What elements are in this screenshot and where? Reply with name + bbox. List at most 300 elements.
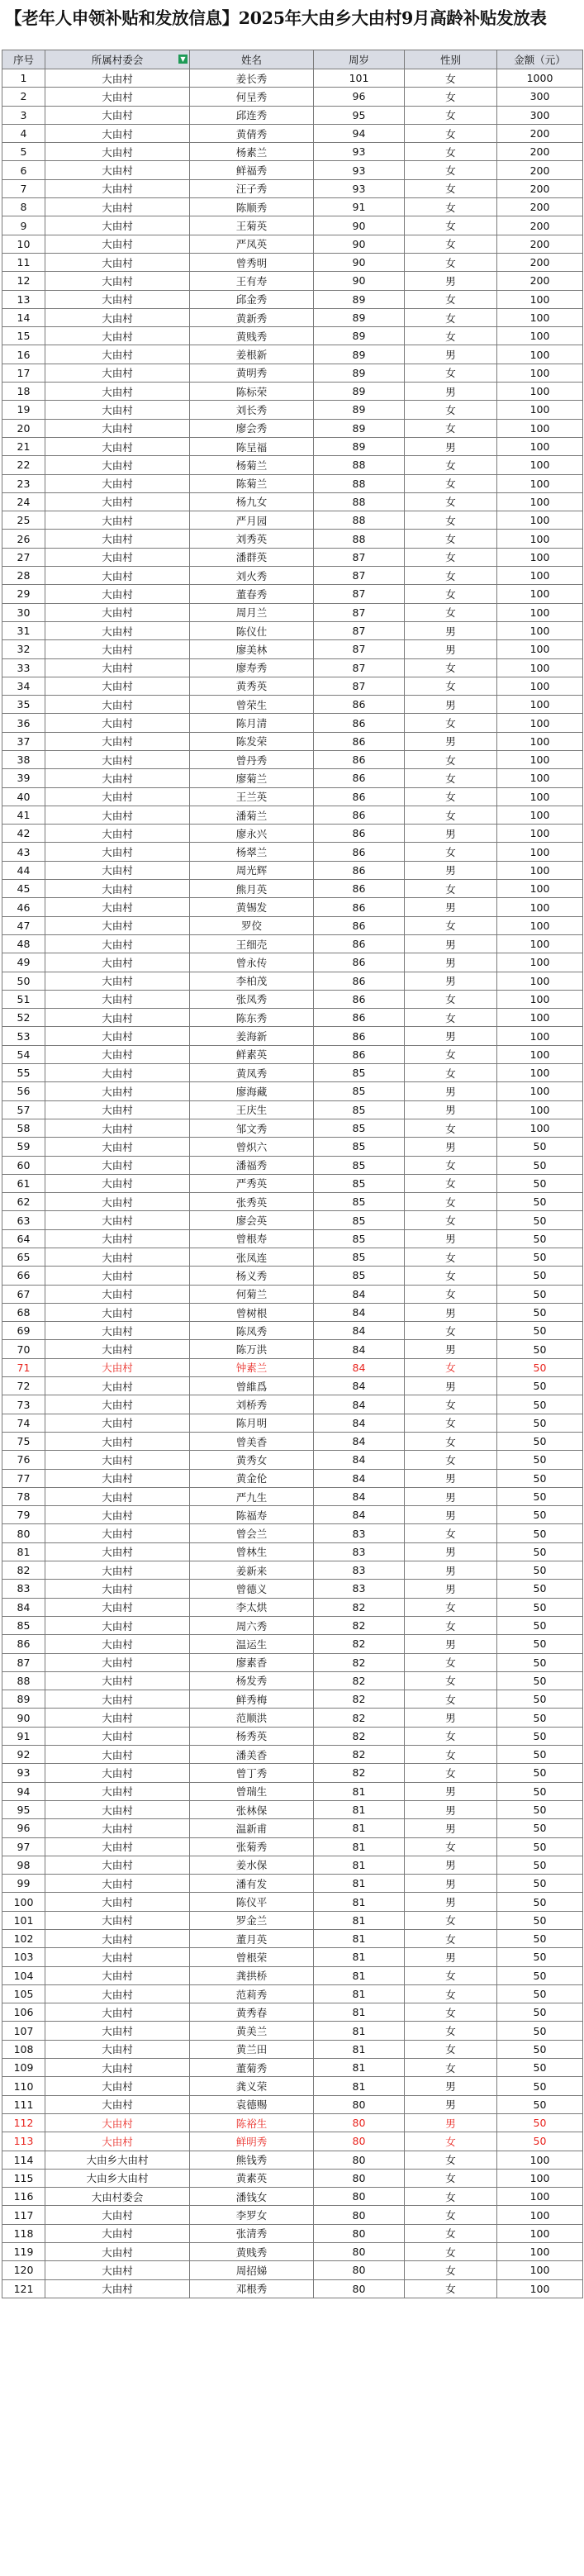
cell-village[interactable]: 大由村 xyxy=(45,216,190,235)
cell-name[interactable]: 曾根荣 xyxy=(190,1948,314,1966)
cell-name[interactable]: 黄明秀 xyxy=(190,364,314,382)
cell-serial[interactable]: 102 xyxy=(2,1929,45,1947)
cell-name[interactable]: 陈标荣 xyxy=(190,383,314,401)
cell-age[interactable]: 86 xyxy=(314,934,405,953)
cell-amount[interactable]: 50 xyxy=(497,2113,583,2132)
cell-age[interactable]: 80 xyxy=(314,2279,405,2298)
cell-age[interactable]: 80 xyxy=(314,2261,405,2279)
col-header-name[interactable] xyxy=(190,50,314,69)
cell-name[interactable]: 刘桥秀 xyxy=(190,1395,314,1414)
cell-age[interactable]: 93 xyxy=(314,143,405,161)
cell-village[interactable]: 大由村 xyxy=(45,2279,190,2298)
cell-village[interactable]: 大由村 xyxy=(45,1746,190,1764)
cell-name[interactable]: 张菊秀 xyxy=(190,1837,314,1856)
cell-age[interactable]: 85 xyxy=(314,1100,405,1119)
cell-village[interactable]: 大由村 xyxy=(45,1856,190,1874)
cell-amount[interactable]: 100 xyxy=(497,530,583,548)
cell-serial[interactable]: 52 xyxy=(2,1009,45,1027)
cell-amount[interactable]: 50 xyxy=(497,1358,583,1376)
cell-amount[interactable]: 100 xyxy=(497,2243,583,2261)
cell-serial[interactable]: 46 xyxy=(2,898,45,916)
cell-name[interactable]: 邱金秀 xyxy=(190,290,314,308)
cell-age[interactable]: 85 xyxy=(314,1082,405,1100)
cell-serial[interactable]: 23 xyxy=(2,474,45,492)
cell-village[interactable]: 大由村 xyxy=(45,2059,190,2077)
cell-amount[interactable]: 50 xyxy=(497,1746,583,1764)
cell-age[interactable]: 82 xyxy=(314,1690,405,1709)
cell-name[interactable]: 姜海新 xyxy=(190,1027,314,1045)
cell-amount[interactable]: 100 xyxy=(497,2261,583,2279)
table-row[interactable] xyxy=(2,1561,583,1580)
cell-age[interactable]: 82 xyxy=(314,1746,405,1764)
cell-sex[interactable]: 女 xyxy=(405,474,497,492)
cell-sex[interactable]: 女 xyxy=(405,1616,497,1634)
cell-name[interactable]: 罗金兰 xyxy=(190,1911,314,1929)
cell-serial[interactable]: 99 xyxy=(2,1875,45,1893)
cell-serial[interactable]: 119 xyxy=(2,2243,45,2261)
cell-village[interactable]: 大由村 xyxy=(45,1690,190,1709)
cell-sex[interactable]: 女 xyxy=(405,1451,497,1469)
cell-village[interactable]: 大由村 xyxy=(45,161,190,179)
table-row[interactable] xyxy=(2,1800,583,1818)
cell-age[interactable]: 82 xyxy=(314,1671,405,1690)
cell-sex[interactable]: 女 xyxy=(405,1193,497,1211)
cell-name[interactable]: 龚义荣 xyxy=(190,2077,314,2095)
cell-amount[interactable]: 50 xyxy=(497,1267,583,1285)
cell-village[interactable]: 大由村 xyxy=(45,1948,190,1966)
cell-serial[interactable]: 91 xyxy=(2,1727,45,1745)
cell-name[interactable]: 何菊兰 xyxy=(190,1285,314,1303)
cell-age[interactable]: 81 xyxy=(314,1966,405,1984)
cell-amount[interactable]: 100 xyxy=(497,401,583,419)
cell-village[interactable]: 大由村 xyxy=(45,1929,190,1947)
cell-age[interactable]: 86 xyxy=(314,750,405,768)
table-row[interactable] xyxy=(2,1414,583,1432)
table-row[interactable] xyxy=(2,1322,583,1340)
table-row[interactable] xyxy=(2,69,583,88)
cell-sex[interactable]: 男 xyxy=(405,1229,497,1248)
cell-village[interactable]: 大由村 xyxy=(45,677,190,695)
cell-serial[interactable]: 22 xyxy=(2,456,45,474)
cell-sex[interactable]: 男 xyxy=(405,1782,497,1800)
cell-village[interactable]: 大由村 xyxy=(45,990,190,1008)
cell-amount[interactable]: 100 xyxy=(497,456,583,474)
cell-name[interactable]: 黄倩秀 xyxy=(190,124,314,142)
cell-sex[interactable]: 女 xyxy=(405,806,497,824)
cell-amount[interactable]: 50 xyxy=(497,1506,583,1524)
cell-name[interactable]: 曾秀明 xyxy=(190,253,314,271)
cell-amount[interactable]: 50 xyxy=(497,1764,583,1782)
cell-village[interactable]: 大由村 xyxy=(45,1027,190,1045)
cell-amount[interactable]: 100 xyxy=(497,769,583,787)
cell-village[interactable]: 大由村 xyxy=(45,143,190,161)
cell-name[interactable]: 黄锡发 xyxy=(190,898,314,916)
table-row[interactable] xyxy=(2,1709,583,1727)
cell-name[interactable]: 陈东秀 xyxy=(190,1009,314,1027)
cell-age[interactable]: 83 xyxy=(314,1542,405,1561)
table-row[interactable] xyxy=(2,916,583,934)
cell-village[interactable]: 大由村 xyxy=(45,1064,190,1082)
cell-name[interactable]: 张林保 xyxy=(190,1800,314,1818)
cell-sex[interactable]: 男 xyxy=(405,861,497,879)
table-row[interactable] xyxy=(2,934,583,953)
cell-sex[interactable]: 男 xyxy=(405,898,497,916)
table-row[interactable] xyxy=(2,843,583,861)
cell-amount[interactable]: 50 xyxy=(497,1451,583,1469)
cell-name[interactable]: 廖会英 xyxy=(190,1211,314,1229)
cell-sex[interactable]: 女 xyxy=(405,2151,497,2169)
cell-village[interactable]: 大由村 xyxy=(45,1598,190,1616)
cell-name[interactable]: 董菊秀 xyxy=(190,2059,314,2077)
cell-amount[interactable]: 200 xyxy=(497,124,583,142)
cell-sex[interactable]: 女 xyxy=(405,1598,497,1616)
cell-serial[interactable]: 72 xyxy=(2,1377,45,1395)
cell-amount[interactable]: 100 xyxy=(497,916,583,934)
table-row[interactable] xyxy=(2,88,583,106)
cell-amount[interactable]: 50 xyxy=(497,2095,583,2113)
cell-sex[interactable]: 男 xyxy=(405,1856,497,1874)
cell-name[interactable]: 周光辉 xyxy=(190,861,314,879)
cell-amount[interactable]: 100 xyxy=(497,419,583,437)
cell-age[interactable]: 81 xyxy=(314,1875,405,1893)
cell-serial[interactable]: 111 xyxy=(2,2095,45,2113)
cell-name[interactable]: 杨菊兰 xyxy=(190,456,314,474)
cell-name[interactable]: 曾会兰 xyxy=(190,1524,314,1542)
cell-age[interactable]: 82 xyxy=(314,1653,405,1671)
cell-amount[interactable]: 1000 xyxy=(497,69,583,88)
cell-amount[interactable]: 100 xyxy=(497,2169,583,2187)
cell-sex[interactable]: 女 xyxy=(405,2243,497,2261)
cell-amount[interactable]: 100 xyxy=(497,1064,583,1082)
table-row[interactable] xyxy=(2,290,583,308)
cell-age[interactable]: 81 xyxy=(314,1856,405,1874)
cell-serial[interactable]: 63 xyxy=(2,1211,45,1229)
cell-serial[interactable]: 76 xyxy=(2,1451,45,1469)
cell-village[interactable]: 大由村 xyxy=(45,1469,190,1487)
table-row[interactable] xyxy=(2,364,583,382)
table-row[interactable] xyxy=(2,2003,583,2022)
table-row[interactable] xyxy=(2,1690,583,1709)
cell-serial[interactable]: 36 xyxy=(2,714,45,732)
cell-sex[interactable]: 男 xyxy=(405,1082,497,1100)
cell-sex[interactable]: 女 xyxy=(405,1671,497,1690)
cell-serial[interactable]: 60 xyxy=(2,1156,45,1174)
cell-sex[interactable]: 女 xyxy=(405,143,497,161)
cell-age[interactable]: 90 xyxy=(314,253,405,271)
cell-serial[interactable]: 40 xyxy=(2,787,45,806)
cell-age[interactable]: 81 xyxy=(314,1911,405,1929)
table-row[interactable] xyxy=(2,456,583,474)
cell-amount[interactable]: 100 xyxy=(497,548,583,566)
cell-amount[interactable]: 100 xyxy=(497,880,583,898)
cell-serial[interactable]: 19 xyxy=(2,401,45,419)
cell-serial[interactable]: 17 xyxy=(2,364,45,382)
table-row[interactable] xyxy=(2,1156,583,1174)
cell-name[interactable]: 曾維爲 xyxy=(190,1377,314,1395)
cell-village[interactable]: 大由村 xyxy=(45,419,190,437)
cell-name[interactable]: 潘钱女 xyxy=(190,2188,314,2206)
cell-sex[interactable]: 男 xyxy=(405,696,497,714)
cell-village[interactable]: 大由村 xyxy=(45,364,190,382)
cell-name[interactable]: 温运生 xyxy=(190,1635,314,1653)
cell-name[interactable]: 鲜素英 xyxy=(190,1045,314,1063)
cell-sex[interactable]: 女 xyxy=(405,327,497,345)
cell-amount[interactable]: 100 xyxy=(497,585,583,603)
table-row[interactable] xyxy=(2,235,583,253)
cell-serial[interactable]: 21 xyxy=(2,437,45,455)
cell-serial[interactable]: 29 xyxy=(2,585,45,603)
table-row[interactable] xyxy=(2,437,583,455)
cell-sex[interactable]: 女 xyxy=(405,769,497,787)
cell-age[interactable]: 81 xyxy=(314,2059,405,2077)
table-row[interactable] xyxy=(2,383,583,401)
cell-serial[interactable]: 113 xyxy=(2,2132,45,2151)
cell-sex[interactable]: 女 xyxy=(405,216,497,235)
cell-sex[interactable]: 女 xyxy=(405,253,497,271)
cell-name[interactable]: 王庆生 xyxy=(190,1100,314,1119)
cell-amount[interactable]: 100 xyxy=(497,364,583,382)
cell-serial[interactable]: 86 xyxy=(2,1635,45,1653)
cell-name[interactable]: 曾根寿 xyxy=(190,1229,314,1248)
cell-amount[interactable]: 50 xyxy=(497,2132,583,2151)
cell-amount[interactable]: 50 xyxy=(497,2003,583,2022)
cell-serial[interactable]: 26 xyxy=(2,530,45,548)
cell-serial[interactable]: 35 xyxy=(2,696,45,714)
cell-age[interactable]: 84 xyxy=(314,1285,405,1303)
table-row[interactable] xyxy=(2,492,583,511)
cell-serial[interactable]: 117 xyxy=(2,2206,45,2224)
cell-age[interactable]: 84 xyxy=(314,1377,405,1395)
cell-village[interactable]: 大由村 xyxy=(45,2261,190,2279)
cell-amount[interactable]: 100 xyxy=(497,492,583,511)
table-row[interactable] xyxy=(2,861,583,879)
cell-serial[interactable]: 69 xyxy=(2,1322,45,1340)
table-row[interactable] xyxy=(2,2261,583,2279)
cell-serial[interactable]: 49 xyxy=(2,953,45,972)
cell-name[interactable]: 黄美兰 xyxy=(190,2022,314,2040)
cell-amount[interactable]: 50 xyxy=(497,1635,583,1653)
cell-village[interactable]: 大由村 xyxy=(45,1267,190,1285)
cell-sex[interactable]: 女 xyxy=(405,1395,497,1414)
cell-amount[interactable]: 50 xyxy=(497,2040,583,2058)
cell-serial[interactable]: 28 xyxy=(2,567,45,585)
table-row[interactable] xyxy=(2,327,583,345)
cell-age[interactable]: 94 xyxy=(314,124,405,142)
table-row[interactable] xyxy=(2,1984,583,2003)
cell-name[interactable]: 陈仪仕 xyxy=(190,621,314,639)
cell-name[interactable]: 廖海藏 xyxy=(190,1082,314,1100)
cell-amount[interactable]: 50 xyxy=(497,1229,583,1248)
table-row[interactable] xyxy=(2,2151,583,2169)
cell-amount[interactable]: 100 xyxy=(497,2279,583,2298)
table-row[interactable] xyxy=(2,1193,583,1211)
cell-sex[interactable]: 男 xyxy=(405,1800,497,1818)
cell-sex[interactable]: 女 xyxy=(405,880,497,898)
cell-amount[interactable]: 200 xyxy=(497,198,583,216)
cell-amount[interactable]: 200 xyxy=(497,179,583,197)
table-row[interactable] xyxy=(2,474,583,492)
cell-serial[interactable]: 6 xyxy=(2,161,45,179)
table-row[interactable] xyxy=(2,2206,583,2224)
cell-name[interactable]: 张凤连 xyxy=(190,1248,314,1267)
cell-age[interactable]: 87 xyxy=(314,621,405,639)
table-row[interactable] xyxy=(2,253,583,271)
table-row[interactable] xyxy=(2,2095,583,2113)
cell-age[interactable]: 91 xyxy=(314,198,405,216)
cell-age[interactable]: 85 xyxy=(314,1211,405,1229)
cell-village[interactable]: 大由村 xyxy=(45,1875,190,1893)
cell-serial[interactable]: 79 xyxy=(2,1506,45,1524)
cell-age[interactable]: 84 xyxy=(314,1303,405,1321)
table-row[interactable] xyxy=(2,216,583,235)
cell-serial[interactable]: 58 xyxy=(2,1119,45,1137)
cell-sex[interactable]: 女 xyxy=(405,106,497,124)
cell-age[interactable]: 86 xyxy=(314,843,405,861)
cell-serial[interactable]: 106 xyxy=(2,2003,45,2022)
cell-serial[interactable]: 82 xyxy=(2,1561,45,1580)
cell-age[interactable]: 85 xyxy=(314,1138,405,1156)
cell-serial[interactable]: 75 xyxy=(2,1432,45,1450)
cell-age[interactable]: 88 xyxy=(314,492,405,511)
cell-amount[interactable]: 100 xyxy=(497,1027,583,1045)
cell-village[interactable]: 大由乡大由村 xyxy=(45,2151,190,2169)
cell-age[interactable]: 88 xyxy=(314,456,405,474)
cell-name[interactable]: 黄金伦 xyxy=(190,1469,314,1487)
cell-age[interactable]: 90 xyxy=(314,216,405,235)
cell-serial[interactable]: 50 xyxy=(2,972,45,990)
cell-sex[interactable]: 女 xyxy=(405,511,497,530)
cell-age[interactable]: 85 xyxy=(314,1119,405,1137)
cell-serial[interactable]: 15 xyxy=(2,327,45,345)
table-row[interactable] xyxy=(2,198,583,216)
cell-serial[interactable]: 88 xyxy=(2,1671,45,1690)
cell-village[interactable]: 大由村 xyxy=(45,1837,190,1856)
cell-name[interactable]: 陈顺秀 xyxy=(190,198,314,216)
cell-sex[interactable]: 女 xyxy=(405,1248,497,1267)
cell-amount[interactable]: 50 xyxy=(497,2077,583,2095)
cell-amount[interactable]: 50 xyxy=(497,1174,583,1192)
cell-age[interactable]: 86 xyxy=(314,861,405,879)
cell-amount[interactable]: 100 xyxy=(497,806,583,824)
table-row[interactable] xyxy=(2,1469,583,1487)
table-row[interactable] xyxy=(2,1045,583,1063)
cell-age[interactable]: 89 xyxy=(314,308,405,326)
cell-village[interactable]: 大由村 xyxy=(45,2003,190,2022)
cell-village[interactable]: 大由村 xyxy=(45,640,190,658)
cell-name[interactable]: 陈月明 xyxy=(190,1414,314,1432)
cell-sex[interactable]: 女 xyxy=(405,1414,497,1432)
cell-age[interactable]: 80 xyxy=(314,2188,405,2206)
cell-name[interactable]: 张秀英 xyxy=(190,1193,314,1211)
table-row[interactable] xyxy=(2,1229,583,1248)
cell-sex[interactable]: 女 xyxy=(405,2022,497,2040)
cell-age[interactable]: 86 xyxy=(314,825,405,843)
cell-name[interactable]: 潘福秀 xyxy=(190,1156,314,1174)
cell-sex[interactable]: 女 xyxy=(405,364,497,382)
cell-sex[interactable]: 男 xyxy=(405,1709,497,1727)
cell-name[interactable]: 严凤英 xyxy=(190,235,314,253)
cell-age[interactable]: 89 xyxy=(314,345,405,364)
cell-age[interactable]: 84 xyxy=(314,1395,405,1414)
cell-age[interactable]: 96 xyxy=(314,88,405,106)
cell-village[interactable]: 大由村 xyxy=(45,953,190,972)
cell-serial[interactable]: 83 xyxy=(2,1580,45,1598)
cell-name[interactable]: 杨发秀 xyxy=(190,1671,314,1690)
cell-name[interactable]: 杨义秀 xyxy=(190,1267,314,1285)
cell-age[interactable]: 89 xyxy=(314,290,405,308)
cell-serial[interactable]: 108 xyxy=(2,2040,45,2058)
cell-age[interactable]: 87 xyxy=(314,585,405,603)
cell-name[interactable]: 潘有发 xyxy=(190,1875,314,1893)
cell-age[interactable]: 81 xyxy=(314,1837,405,1856)
cell-serial[interactable]: 43 xyxy=(2,843,45,861)
cell-village[interactable]: 大由村 xyxy=(45,1340,190,1358)
cell-age[interactable]: 85 xyxy=(314,1267,405,1285)
cell-age[interactable]: 93 xyxy=(314,161,405,179)
cell-name[interactable]: 董春秀 xyxy=(190,585,314,603)
cell-sex[interactable]: 女 xyxy=(405,69,497,88)
cell-sex[interactable]: 男 xyxy=(405,1138,497,1156)
cell-village[interactable]: 大由村 xyxy=(45,2243,190,2261)
cell-age[interactable]: 93 xyxy=(314,179,405,197)
cell-name[interactable]: 周六秀 xyxy=(190,1616,314,1634)
cell-serial[interactable]: 101 xyxy=(2,1911,45,1929)
table-row[interactable] xyxy=(2,769,583,787)
table-row[interactable] xyxy=(2,1966,583,1984)
cell-serial[interactable]: 85 xyxy=(2,1616,45,1634)
cell-serial[interactable]: 39 xyxy=(2,769,45,787)
cell-name[interactable]: 鲜秀梅 xyxy=(190,1690,314,1709)
cell-village[interactable]: 大由村 xyxy=(45,308,190,326)
cell-amount[interactable]: 50 xyxy=(497,1377,583,1395)
cell-village[interactable]: 大由村 xyxy=(45,1138,190,1156)
cell-amount[interactable]: 50 xyxy=(497,1616,583,1634)
cell-name[interactable]: 廖美林 xyxy=(190,640,314,658)
cell-serial[interactable]: 3 xyxy=(2,106,45,124)
cell-sex[interactable]: 女 xyxy=(405,1119,497,1137)
table-row[interactable] xyxy=(2,1524,583,1542)
cell-serial[interactable]: 89 xyxy=(2,1690,45,1709)
cell-age[interactable]: 86 xyxy=(314,732,405,750)
cell-amount[interactable]: 100 xyxy=(497,1119,583,1137)
cell-village[interactable]: 大由村 xyxy=(45,235,190,253)
cell-name[interactable]: 曾炽六 xyxy=(190,1138,314,1156)
col-header-serial[interactable] xyxy=(2,50,45,69)
cell-sex[interactable]: 男 xyxy=(405,621,497,639)
table-row[interactable] xyxy=(2,825,583,843)
table-row[interactable] xyxy=(2,1580,583,1598)
cell-village[interactable]: 大由村 xyxy=(45,934,190,953)
cell-age[interactable]: 81 xyxy=(314,2040,405,2058)
cell-village[interactable]: 大由村 xyxy=(45,1174,190,1192)
cell-age[interactable]: 82 xyxy=(314,1616,405,1634)
cell-sex[interactable]: 女 xyxy=(405,1911,497,1929)
cell-name[interactable]: 黄素英 xyxy=(190,2169,314,2187)
cell-serial[interactable]: 41 xyxy=(2,806,45,824)
cell-sex[interactable]: 男 xyxy=(405,2095,497,2113)
table-row[interactable] xyxy=(2,750,583,768)
cell-serial[interactable]: 14 xyxy=(2,308,45,326)
cell-amount[interactable]: 50 xyxy=(497,1487,583,1505)
cell-village[interactable]: 大由村 xyxy=(45,843,190,861)
cell-age[interactable]: 101 xyxy=(314,69,405,88)
cell-serial[interactable]: 104 xyxy=(2,1966,45,1984)
cell-serial[interactable]: 116 xyxy=(2,2188,45,2206)
cell-serial[interactable]: 112 xyxy=(2,2113,45,2132)
cell-age[interactable]: 80 xyxy=(314,2132,405,2151)
cell-age[interactable]: 87 xyxy=(314,567,405,585)
cell-serial[interactable]: 47 xyxy=(2,916,45,934)
